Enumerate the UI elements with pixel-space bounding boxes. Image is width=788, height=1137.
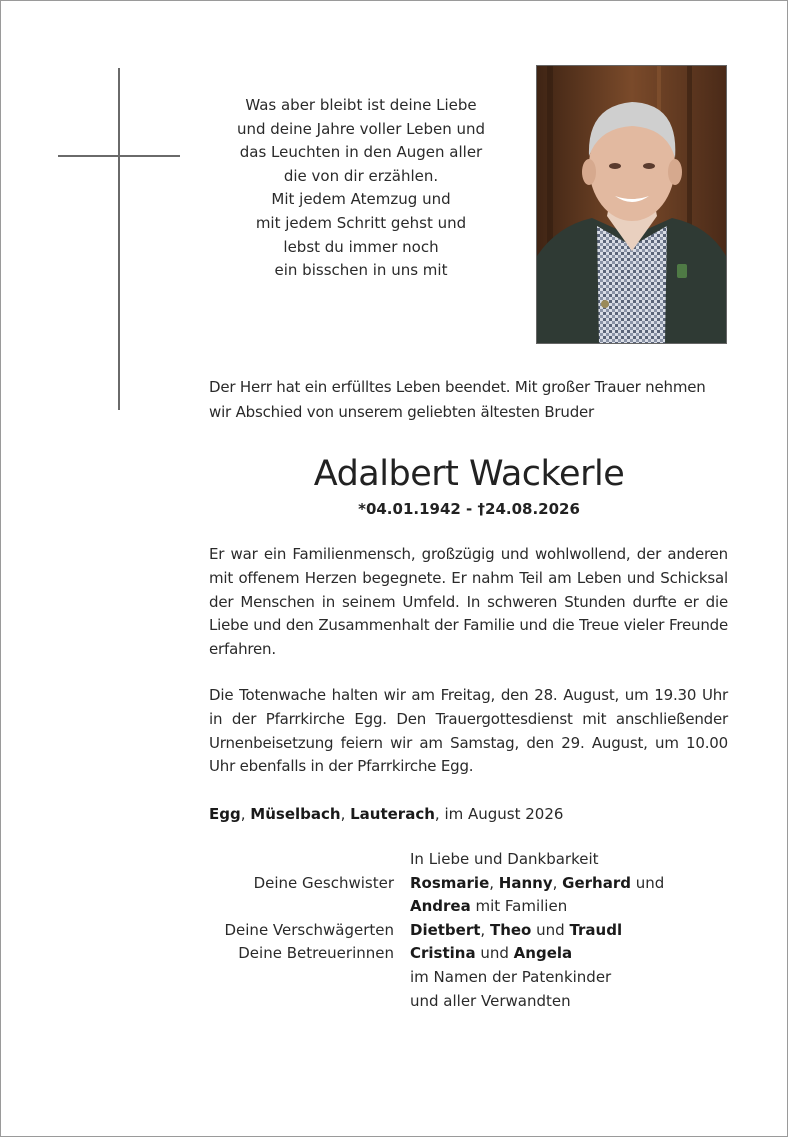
- deceased-name: Adalbert Wackerle: [313, 454, 625, 494]
- mourner-name: Theo: [489, 920, 532, 939]
- mourner-name: Traudl: [569, 920, 623, 939]
- town-name: Müselbach: [250, 805, 341, 823]
- intro-text: Der Herr hat ein erfülltes Leben beendet. Mit großer Trauer nehmen wir Abschied von unserem geliebten ältesten Bruder: [209, 378, 706, 421]
- greeting: In Liebe und Dankbarkeit: [410, 850, 599, 868]
- place-and-date-line: [209, 802, 563, 826]
- portrait-photo: [536, 65, 727, 344]
- cross-icon-vertical-bar: [118, 68, 120, 410]
- separator: ,: [480, 920, 490, 939]
- mourners-row: [1, 895, 787, 919]
- poem-line: das Leuchten in den Augen aller: [239, 143, 483, 162]
- memorial-poem: [201, 94, 521, 283]
- mourners-row: [1, 848, 787, 872]
- godchildren-line: im Namen der Patenkinder: [410, 967, 612, 986]
- separator: ,: [489, 873, 499, 892]
- poem-line: Mit jedem Atemzug und: [271, 190, 451, 209]
- poem-line: und deine Jahre voller Leben und: [236, 119, 486, 138]
- mourner-name: Hanny: [498, 873, 553, 892]
- poem-line: mit jedem Schritt gehst und: [255, 213, 467, 232]
- poem-line: die von dir erzählen.: [283, 166, 439, 185]
- separator: ,: [240, 805, 251, 823]
- mourner-name: Gerhard: [562, 873, 631, 892]
- conjunction: und: [531, 920, 570, 939]
- siblings-names-cont: [410, 895, 567, 919]
- inlaws-names: [410, 919, 622, 943]
- cross-icon-horizontal-bar: [58, 155, 180, 157]
- mourners-row: [1, 990, 787, 1014]
- separator: ,: [552, 873, 563, 892]
- life-dates: *04.01.1942 - †24.08.2026: [358, 500, 580, 518]
- mourners-list: [1, 848, 787, 1013]
- inlaws-label: Deine Verschwägerten: [224, 920, 394, 939]
- mourner-name: Andrea: [410, 897, 471, 916]
- mourner-name: Angela: [513, 944, 573, 963]
- town-name: Egg: [209, 805, 241, 823]
- tribute-paragraph: Er war ein Familienmensch, großzügig und wohlwollend, der anderen mit offenem Herzen begegnete. Er nahm Teil am Leben und Schicksal der Menschen in seinem Umfeld. In schweren Stunden durfte er die Liebe und den Zusammenhalt der Familie und die Treue vieler Freunde erfahren.: [209, 545, 728, 659]
- portrait-illustration: [537, 66, 726, 343]
- siblings-label: Deine Geschwister: [253, 873, 394, 892]
- service-details-paragraph: Die Totenwache halten wir am Freitag, den 28. August, um 19.30 Uhr in der Pfarrkirche Egg. Den Trauergottesdienst mit anschließender Urnenbeisetzung feiern wir am Samstag, den 29. August, um 10.00 Uhr ebenfalls in der Pfarrkirche Egg.: [209, 686, 728, 776]
- date-suffix: , im August 2026: [434, 805, 564, 823]
- poem-line: lebst du immer noch: [283, 237, 439, 256]
- conjunction: und: [630, 873, 665, 892]
- relatives-line: und aller Verwandten: [410, 991, 571, 1010]
- town-name: Lauterach: [350, 805, 435, 823]
- families-text: mit Familien: [470, 897, 568, 916]
- mourner-name: Rosmarie: [410, 873, 490, 892]
- siblings-names: [410, 872, 664, 896]
- mourners-row: [1, 942, 787, 966]
- carers-label: Deine Betreuerinnen: [238, 944, 394, 963]
- poem-line: ein bisschen in uns mit: [274, 261, 448, 280]
- mourner-name: Dietbert: [410, 920, 481, 939]
- separator: ,: [340, 805, 351, 823]
- mourners-row: [1, 966, 787, 990]
- mourners-row: [1, 872, 787, 896]
- conjunction: und: [475, 944, 514, 963]
- mourner-name: Cristina: [410, 944, 476, 963]
- carers-names: [410, 942, 572, 966]
- mourners-row: [1, 919, 787, 943]
- poem-line: Was aber bleibt ist deine Liebe: [245, 96, 477, 114]
